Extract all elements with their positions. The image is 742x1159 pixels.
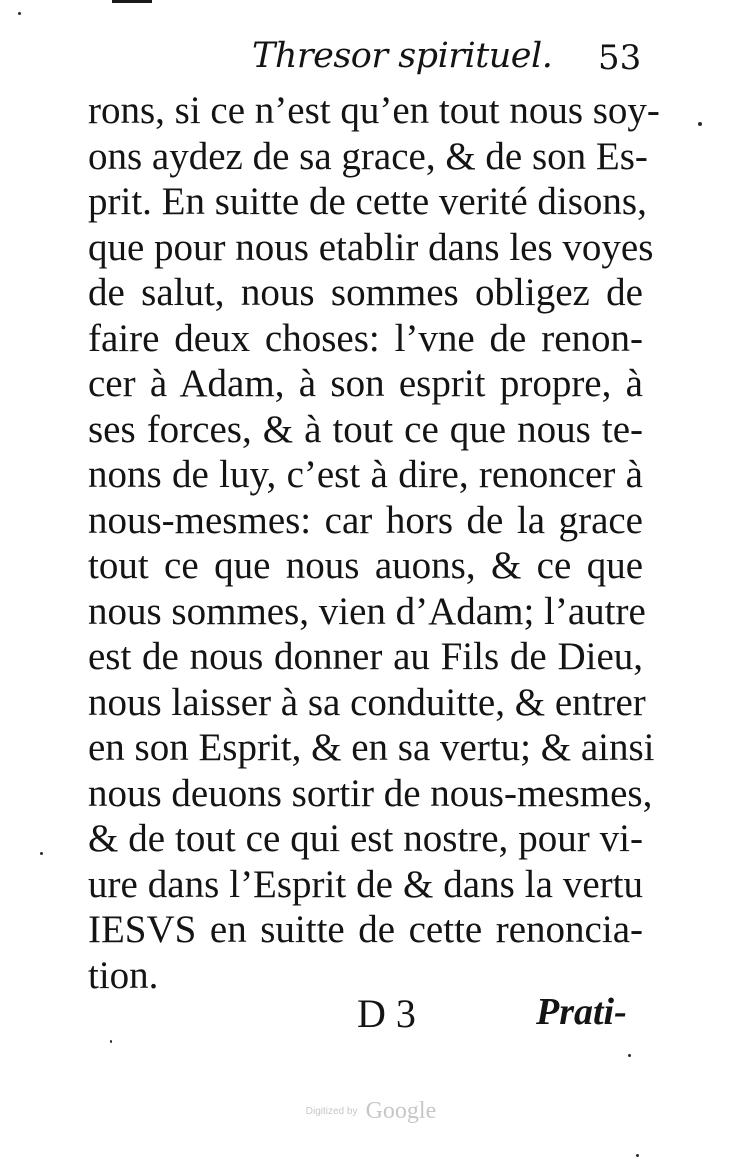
text-line: nous deuons sortir de nous-mesmes,: [88, 771, 653, 815]
watermark-prefix: Digitized by: [305, 1106, 358, 1117]
ink-speck: [698, 122, 702, 126]
text-line: tion.: [88, 953, 159, 997]
ink-speck: [40, 852, 43, 855]
text-line: & de tout ce qui est nostre, pour vi-: [88, 817, 643, 860]
text-line: nous laisser à sa conduitte, & entrer: [88, 680, 646, 724]
body-text: [88, 88, 660, 998]
running-head: [0, 36, 742, 86]
catchword: Prati-: [536, 991, 627, 1033]
text-line: nous-mesmes: car hors de la grace: [88, 498, 643, 542]
text-line: est de nous donner au Fils de Dieu,: [88, 635, 643, 678]
ink-speck: [110, 1040, 112, 1043]
text-line: nons de luy, c’est à dire, renoncer à: [88, 453, 643, 496]
watermark-brand: Google: [365, 1098, 437, 1124]
text-line: en son Esprit, & en sa vertu; & ainsi: [88, 726, 655, 769]
text-line: ure dans l’Esprit de & dans la vertu: [88, 862, 643, 906]
text-line: ons aydez de sa grace, & de son Es-: [88, 134, 648, 178]
text-line: IESVS en suitte de cette renoncia-: [88, 908, 643, 951]
text-line: tout ce que nous auons, & ce que: [88, 544, 643, 587]
top-rule: [112, 0, 152, 3]
running-title: Thresor spirituel.: [252, 36, 553, 76]
text-line: prit. En suitte de cette verité disons,: [88, 180, 647, 223]
text-line: de salut, nous sommes obligez de: [88, 271, 643, 314]
text-line: que pour nous etablir dans les voyes: [88, 225, 654, 269]
text-line: faire deux choses: l’vne de renon-: [88, 316, 643, 360]
text-line: cer à Adam, à son esprit propre, à: [88, 362, 643, 405]
text-line: ses forces, & à tout ce que nous te-: [88, 407, 643, 451]
signature-mark: D 3: [357, 991, 416, 1036]
ink-speck: [628, 1054, 631, 1057]
ink-speck: [18, 12, 21, 15]
text-line: rons, si ce n’est qu’en tout nous soy-: [88, 89, 660, 132]
ink-speck: [636, 1154, 639, 1157]
page-number: 53: [598, 38, 642, 78]
text-line: nous sommes, vien d’Adam; l’autre: [88, 589, 646, 633]
digitization-watermark: [0, 1098, 742, 1125]
